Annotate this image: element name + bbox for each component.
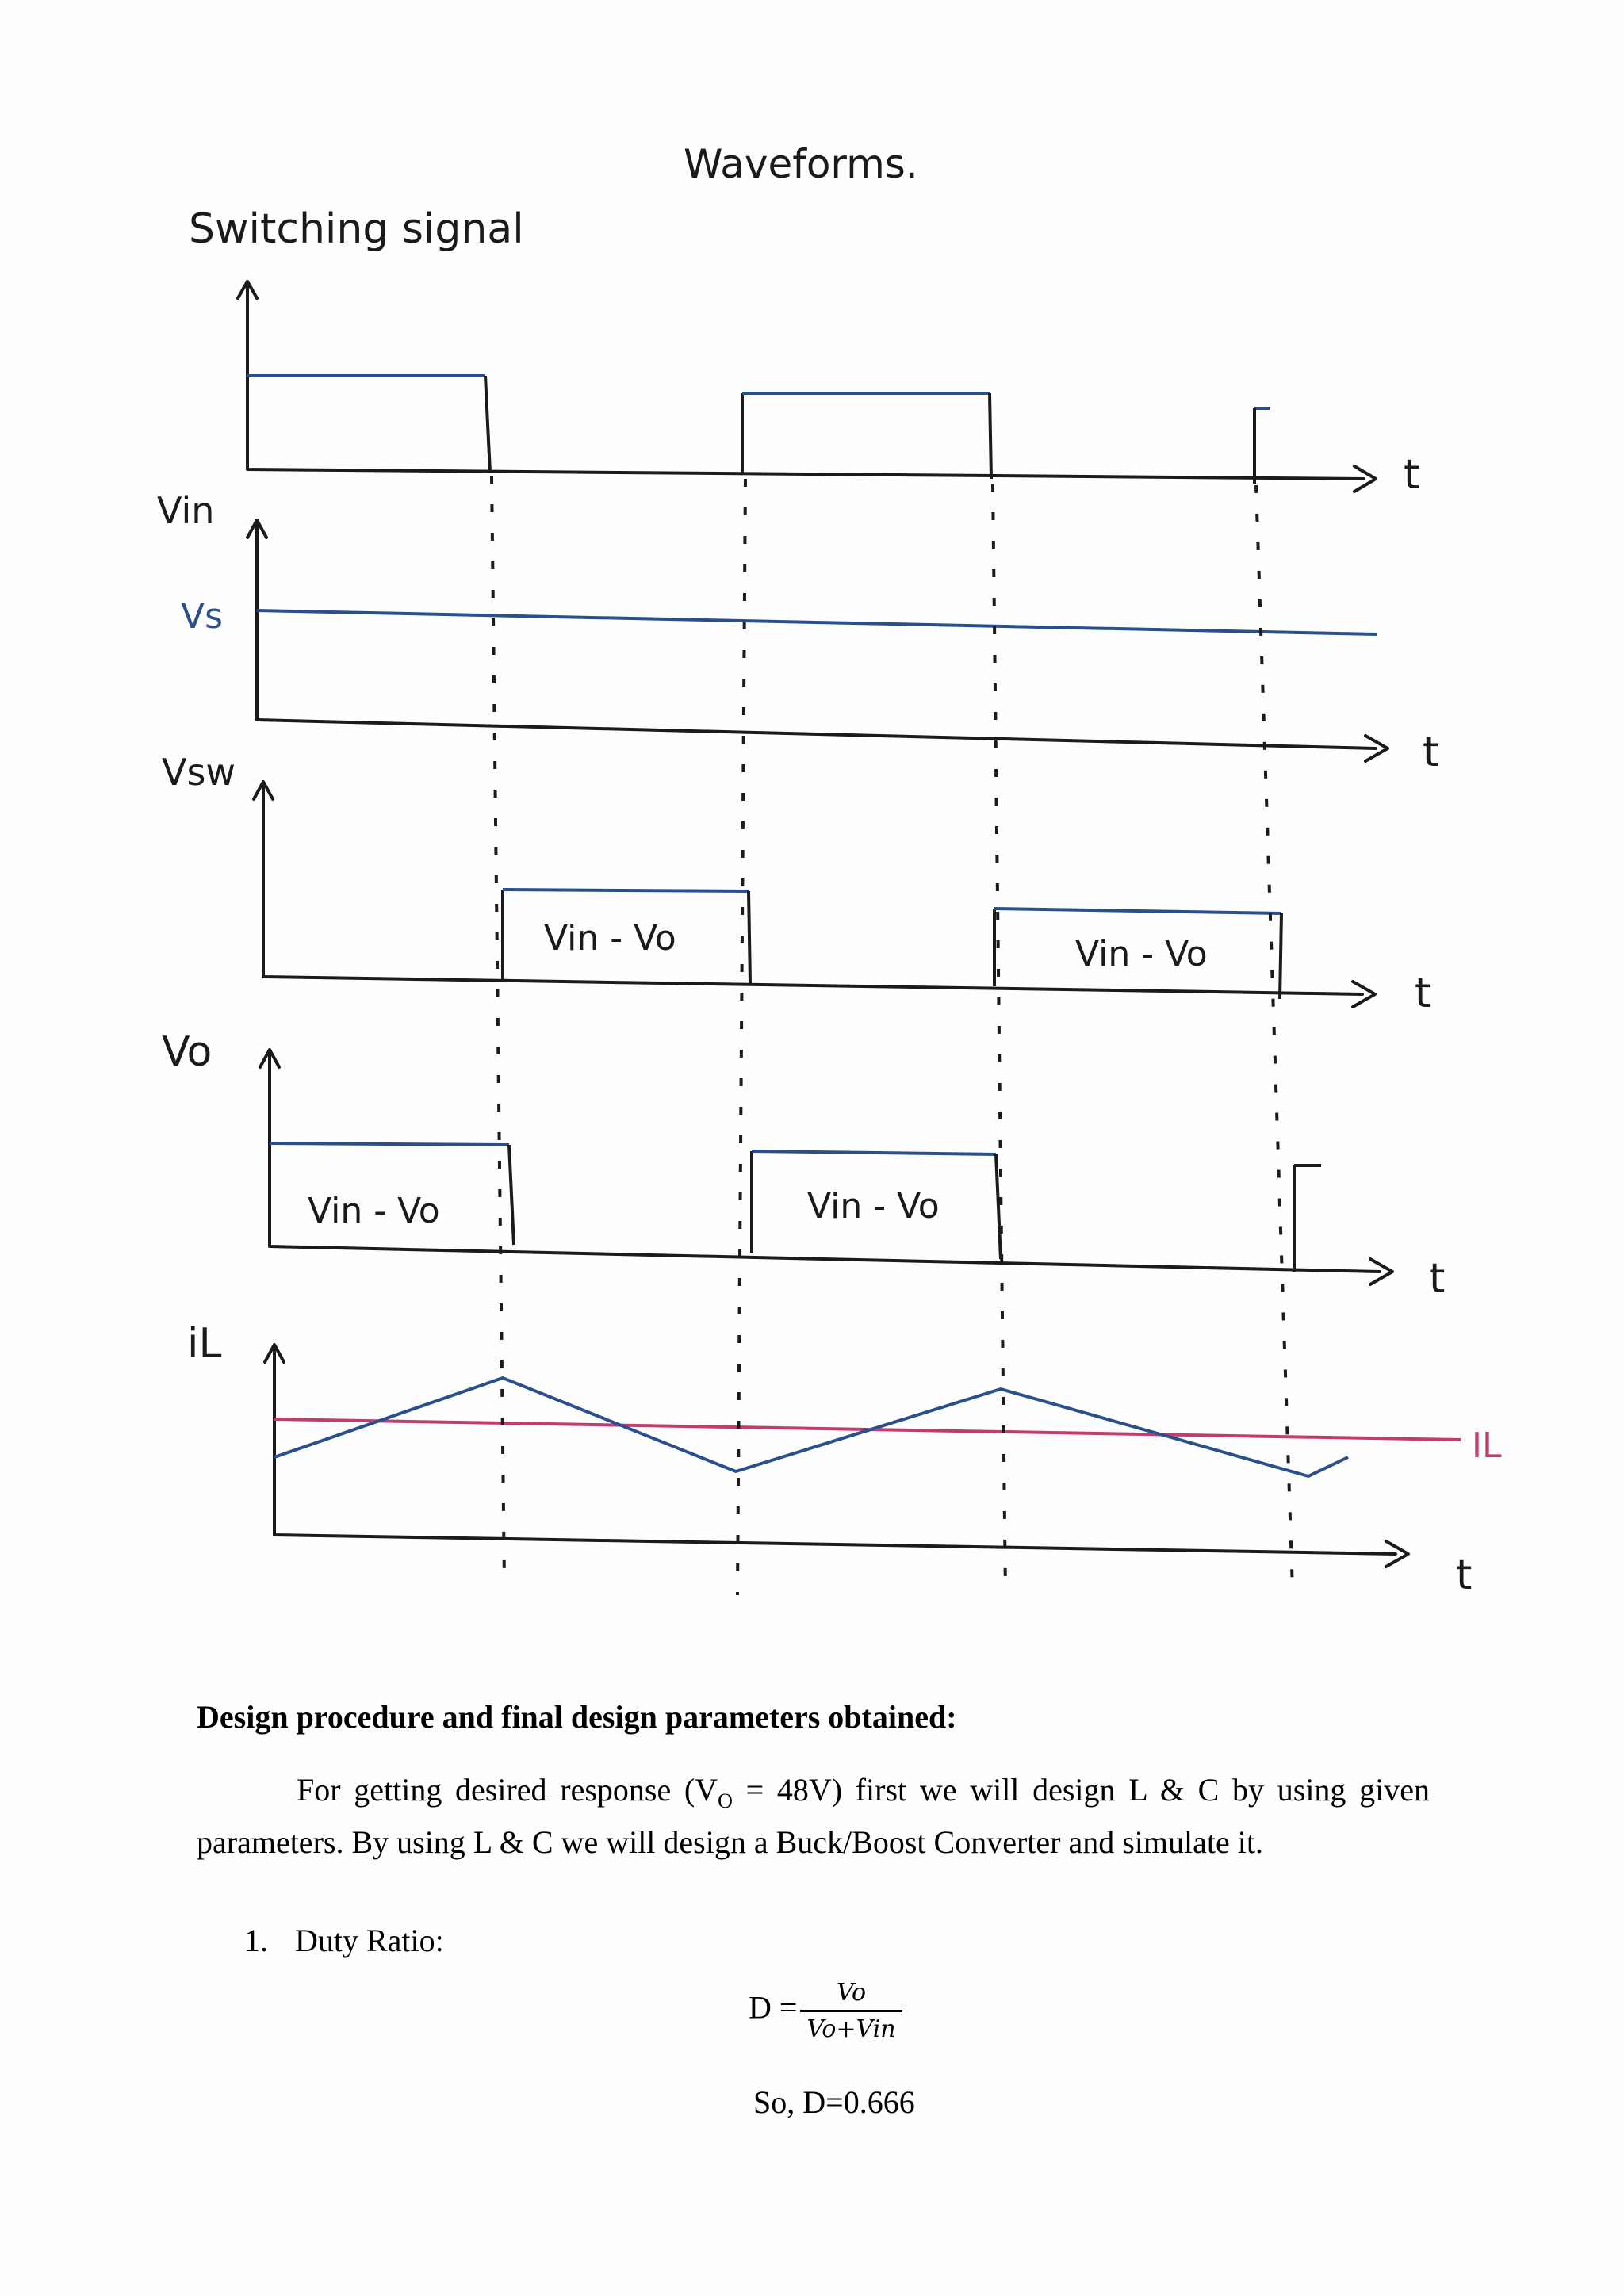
il-label: iL [187, 1320, 222, 1368]
il-average-label: IL [1472, 1425, 1502, 1466]
vin-axis [247, 520, 1438, 776]
intro-paragraph [197, 1770, 1430, 1863]
list-item-text: Duty Ratio: [295, 1923, 444, 1958]
duty-ratio-formula [749, 1979, 902, 2043]
vs-line [257, 610, 1377, 634]
switching-t-label: t [1404, 451, 1420, 499]
vin-label: Vin [157, 489, 215, 532]
formula-lhs: D = [749, 1989, 798, 2026]
vo-box-label-1: Vin - Vo [308, 1191, 440, 1231]
formula-fraction [800, 1979, 902, 2043]
formula-numerator: Vo [800, 1979, 902, 2012]
vo-t-label: t [1429, 1255, 1446, 1303]
switching-waveform [247, 376, 1270, 484]
vsw-label: Vsw [162, 751, 236, 794]
duty-ratio-result: So, D=0.666 [753, 2084, 915, 2120]
figure-title: Waveforms. [684, 141, 918, 187]
vs-label: Vs [181, 596, 224, 637]
switching-instant-guides [492, 476, 1293, 1595]
para-subscript: O [718, 1789, 733, 1812]
vsw-box-label-2: Vin - Vo [1075, 934, 1208, 974]
vsw-axis [254, 782, 1431, 1017]
switching-axis [238, 281, 1419, 499]
vo-box-label-2: Vin - Vo [807, 1186, 940, 1226]
section-heading: Design procedure and final design parameters obtained: [197, 1699, 957, 1735]
list-item [244, 1922, 444, 1959]
vo-waveform [270, 1143, 1321, 1272]
il-t-label: t [1456, 1552, 1473, 1599]
formula-denominator: Vo+Vin [806, 2015, 896, 2043]
vin-t-label: t [1423, 729, 1439, 776]
vo-axis [260, 1050, 1445, 1303]
para-part-2: = 48V) first we will design L & C by using given parameters. By using L & C we will design a Buck/Boost Converter and simulate it. [197, 1772, 1430, 1860]
switching-signal-label: Switching signal [189, 205, 524, 253]
vsw-t-label: t [1415, 970, 1431, 1017]
vsw-box-label-1: Vin - Vo [544, 918, 676, 959]
switching-axis-line [247, 285, 1364, 479]
vo-label: Vo [162, 1028, 213, 1076]
list-item-number: 1. [244, 1923, 268, 1958]
para-part-1: For getting desired response (V [297, 1772, 718, 1808]
